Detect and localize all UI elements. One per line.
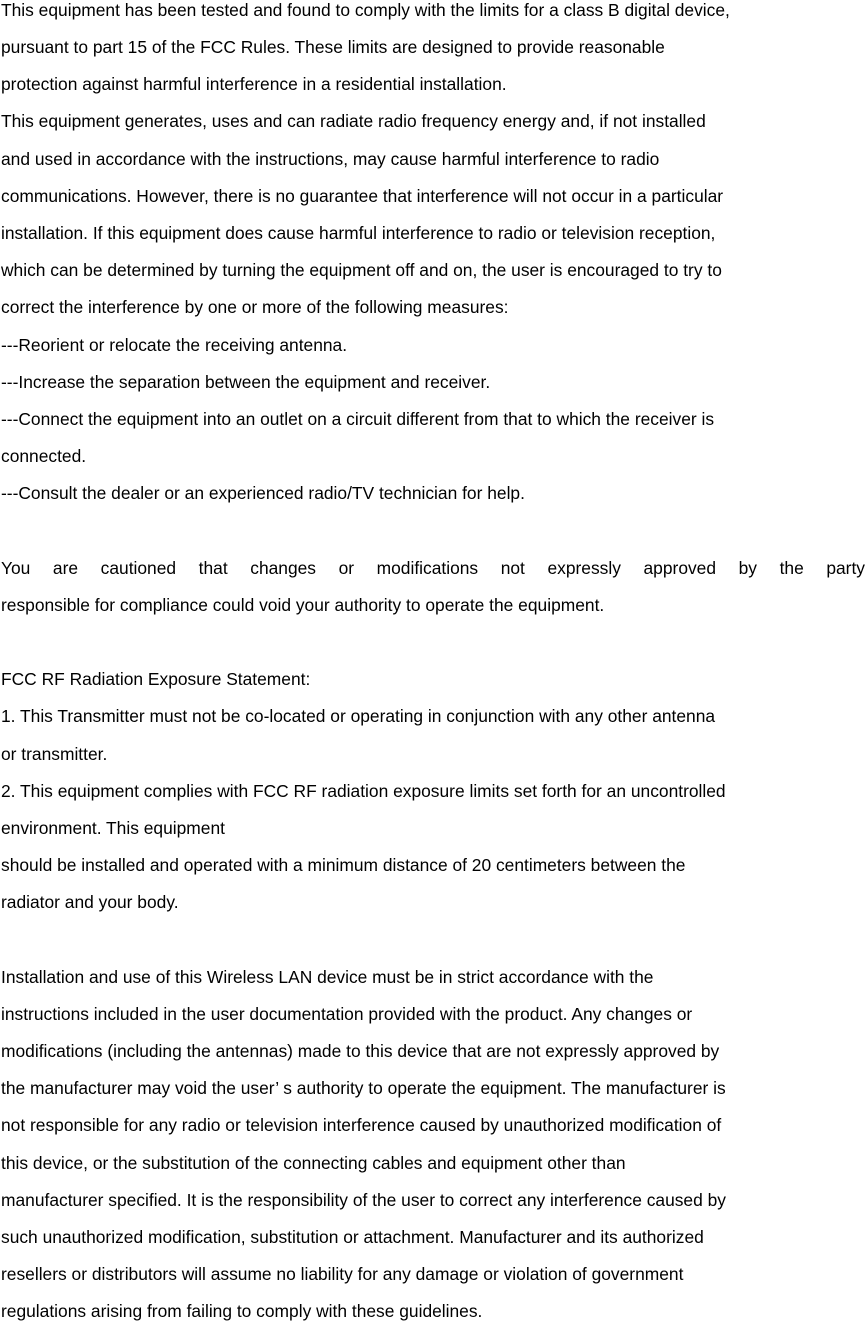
rf-item-2-line-3: should be installed and operated with a minimum distance of 20 centimeters between the xyxy=(1,855,686,875)
wlan-notice-line-3: modifications (including the antennas) made to this device that are not expressly approved by xyxy=(1,1041,720,1061)
wlan-notice-line-9: resellers or distributors will assume no liability for any damage or violation of government xyxy=(1,1264,684,1284)
wlan-notice-line-5: not responsible for any radio or television interference caused by unauthorized modification of xyxy=(1,1115,722,1135)
fcc-class-b-line-1: This equipment has been tested and found to comply with the limits for a class B digital device, xyxy=(1,0,730,20)
rf-item-2-line-1: 2. This equipment complies with FCC RF radiation exposure limits set forth for an uncontrolled xyxy=(1,781,726,801)
rf-item-1-line-2: or transmitter. xyxy=(1,744,108,764)
fcc-class-b-line-9: correct the interference by one or more of the following measures: xyxy=(1,297,509,317)
fcc-class-b-line-8: which can be determined by turning the equipment off and on, the user is encouraged to try to xyxy=(1,260,722,280)
rf-item-2-line-4: radiator and your body. xyxy=(1,892,179,912)
measure-connect-outlet-2: connected. xyxy=(1,446,87,466)
caution-line-2: responsible for compliance could void your authority to operate the equipment. xyxy=(1,595,605,615)
rf-exposure-heading: FCC RF Radiation Exposure Statement: xyxy=(1,669,311,689)
wlan-notice-line-2: instructions included in the user documentation provided with the product. Any changes or xyxy=(1,1004,693,1024)
wlan-notice-line-10: regulations arising from failing to comply with these guidelines. xyxy=(1,1301,483,1321)
rf-item-2-line-2: environment. This equipment xyxy=(1,818,225,838)
wlan-notice-line-4: the manufacturer may void the user’ s authority to operate the equipment. The manufacturer is xyxy=(1,1078,726,1098)
wlan-notice-line-6: this device, or the substitution of the connecting cables and equipment other than xyxy=(1,1153,626,1173)
fcc-class-b-line-7: installation. If this equipment does cause harmful interference to radio or television reception, xyxy=(1,223,716,243)
fcc-class-b-line-6: communications. However, there is no guarantee that interference will not occur in a particular xyxy=(1,186,724,206)
fcc-class-b-line-2: pursuant to part 15 of the FCC Rules. These limits are designed to provide reasonable xyxy=(1,37,665,57)
wlan-notice-line-8: such unauthorized modification, substitution or attachment. Manufacturer and its authorized xyxy=(1,1227,704,1247)
caution-line-1: You are cautioned that changes or modifications not expressly approved by the party xyxy=(1,558,865,578)
fcc-class-b-line-5: and used in accordance with the instructions, may cause harmful interference to radio xyxy=(1,149,660,169)
measure-connect-outlet-1: ---Connect the equipment into an outlet on a circuit different from that to which the receiver is xyxy=(1,409,715,429)
fcc-class-b-line-3: protection against harmful interference in a residential installation. xyxy=(1,74,507,94)
wlan-notice-line-1: Installation and use of this Wireless LAN device must be in strict accordance with the xyxy=(1,967,654,987)
measure-reorient: ---Reorient or relocate the receiving antenna. xyxy=(1,335,348,355)
measure-increase-separation: ---Increase the separation between the equipment and receiver. xyxy=(1,372,491,392)
wlan-notice-line-7: manufacturer specified. It is the responsibility of the user to correct any interference caused by xyxy=(1,1190,726,1210)
fcc-class-b-line-4: This equipment generates, uses and can radiate radio frequency energy and, if not installed xyxy=(1,111,706,131)
measure-consult-dealer: ---Consult the dealer or an experienced radio/TV technician for help. xyxy=(1,483,525,503)
rf-item-1-line-1: 1. This Transmitter must not be co-located or operating in conjunction with any other antenna xyxy=(1,706,716,726)
